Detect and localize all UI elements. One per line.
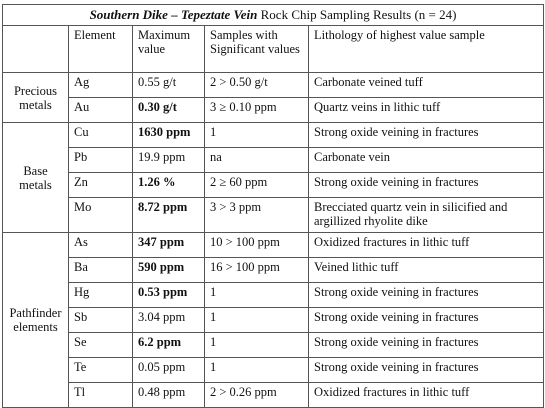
table-row (3, 98, 544, 123)
element-cell: Ag (69, 73, 133, 98)
maximum-value-cell: 0.53 ppm (133, 283, 205, 308)
table-title-rest: Rock Chip Sampling Results (n = 24) (257, 7, 457, 22)
table-row (3, 173, 544, 198)
category-cell: Precious metals (3, 73, 69, 123)
samples-cell: 3 ≥ 0.10 ppm (205, 98, 309, 123)
maximum-value-cell: 1.26 % (133, 173, 205, 198)
lithology-cell: Strong oxide veining in fractures (309, 358, 544, 383)
element-cell: Se (69, 333, 133, 358)
element-cell: Mo (69, 198, 133, 233)
header-category (3, 26, 69, 73)
samples-cell: 1 (205, 123, 309, 148)
element-cell: Ba (69, 258, 133, 283)
maximum-value-cell: 590 ppm (133, 258, 205, 283)
element-cell: As (69, 233, 133, 258)
maximum-value-cell: 1630 ppm (133, 123, 205, 148)
maximum-value-cell: 0.48 ppm (133, 383, 205, 408)
maximum-value-cell: 3.04 ppm (133, 308, 205, 333)
table-title-emphasis: Southern Dike – Tepeztate Vein (89, 7, 258, 22)
header-element: Element (69, 26, 133, 73)
results-table-container (2, 4, 543, 408)
samples-cell: 16 > 100 ppm (205, 258, 309, 283)
table-title (3, 5, 544, 26)
table-row (3, 333, 544, 358)
maximum-value-cell: 0.55 g/t (133, 73, 205, 98)
element-cell: Zn (69, 173, 133, 198)
samples-cell: na (205, 148, 309, 173)
samples-cell: 1 (205, 308, 309, 333)
table-row (3, 308, 544, 333)
maximum-value-cell: 6.2 ppm (133, 333, 205, 358)
element-cell: Tl (69, 383, 133, 408)
category-cell: Base metals (3, 123, 69, 233)
table-row (3, 233, 544, 258)
category-cell: Pathfinder elements (3, 233, 69, 408)
lithology-cell: Strong oxide veining in fractures (309, 333, 544, 358)
samples-cell: 2 > 0.50 g/t (205, 73, 309, 98)
element-cell: Pb (69, 148, 133, 173)
element-cell: Cu (69, 123, 133, 148)
maximum-value-cell: 347 ppm (133, 233, 205, 258)
table-row (3, 283, 544, 308)
maximum-value-cell: 8.72 ppm (133, 198, 205, 233)
lithology-cell: Oxidized fractures in lithic tuff (309, 383, 544, 408)
element-cell: Au (69, 98, 133, 123)
header-maximum-value: Maximum value (133, 26, 205, 73)
lithology-cell: Carbonate vein (309, 148, 544, 173)
lithology-cell: Carbonate veined tuff (309, 73, 544, 98)
element-cell: Te (69, 358, 133, 383)
samples-cell: 2 ≥ 60 ppm (205, 173, 309, 198)
table-row (3, 148, 544, 173)
samples-cell: 2 > 0.26 ppm (205, 383, 309, 408)
samples-cell: 1 (205, 333, 309, 358)
table-row (3, 198, 544, 233)
samples-cell: 1 (205, 358, 309, 383)
header-lithology: Lithology of highest value sample (309, 26, 544, 73)
lithology-cell: Oxidized fractures in lithic tuff (309, 233, 544, 258)
element-cell: Hg (69, 283, 133, 308)
lithology-cell: Strong oxide veining in fractures (309, 173, 544, 198)
maximum-value-cell: 0.05 ppm (133, 358, 205, 383)
element-cell: Sb (69, 308, 133, 333)
table-row (3, 73, 544, 98)
table-row (3, 123, 544, 148)
maximum-value-cell: 19.9 ppm (133, 148, 205, 173)
results-table-body (3, 73, 544, 408)
table-row (3, 383, 544, 408)
table-row (3, 358, 544, 383)
header-samples-significant: Samples with Significant values (205, 26, 309, 73)
lithology-cell: Strong oxide veining in fractures (309, 308, 544, 333)
lithology-cell: Strong oxide veining in fractures (309, 123, 544, 148)
table-row (3, 258, 544, 283)
lithology-cell: Quartz veins in lithic tuff (309, 98, 544, 123)
samples-cell: 1 (205, 283, 309, 308)
samples-cell: 10 > 100 ppm (205, 233, 309, 258)
lithology-cell: Strong oxide veining in fractures (309, 283, 544, 308)
maximum-value-cell: 0.30 g/t (133, 98, 205, 123)
samples-cell: 3 > 3 ppm (205, 198, 309, 233)
header-row (3, 26, 544, 73)
lithology-cell: Veined lithic tuff (309, 258, 544, 283)
lithology-cell: Brecciated quartz vein in silicified and argillized rhyolite dike (309, 198, 544, 233)
rock-chip-results-table (2, 4, 544, 408)
